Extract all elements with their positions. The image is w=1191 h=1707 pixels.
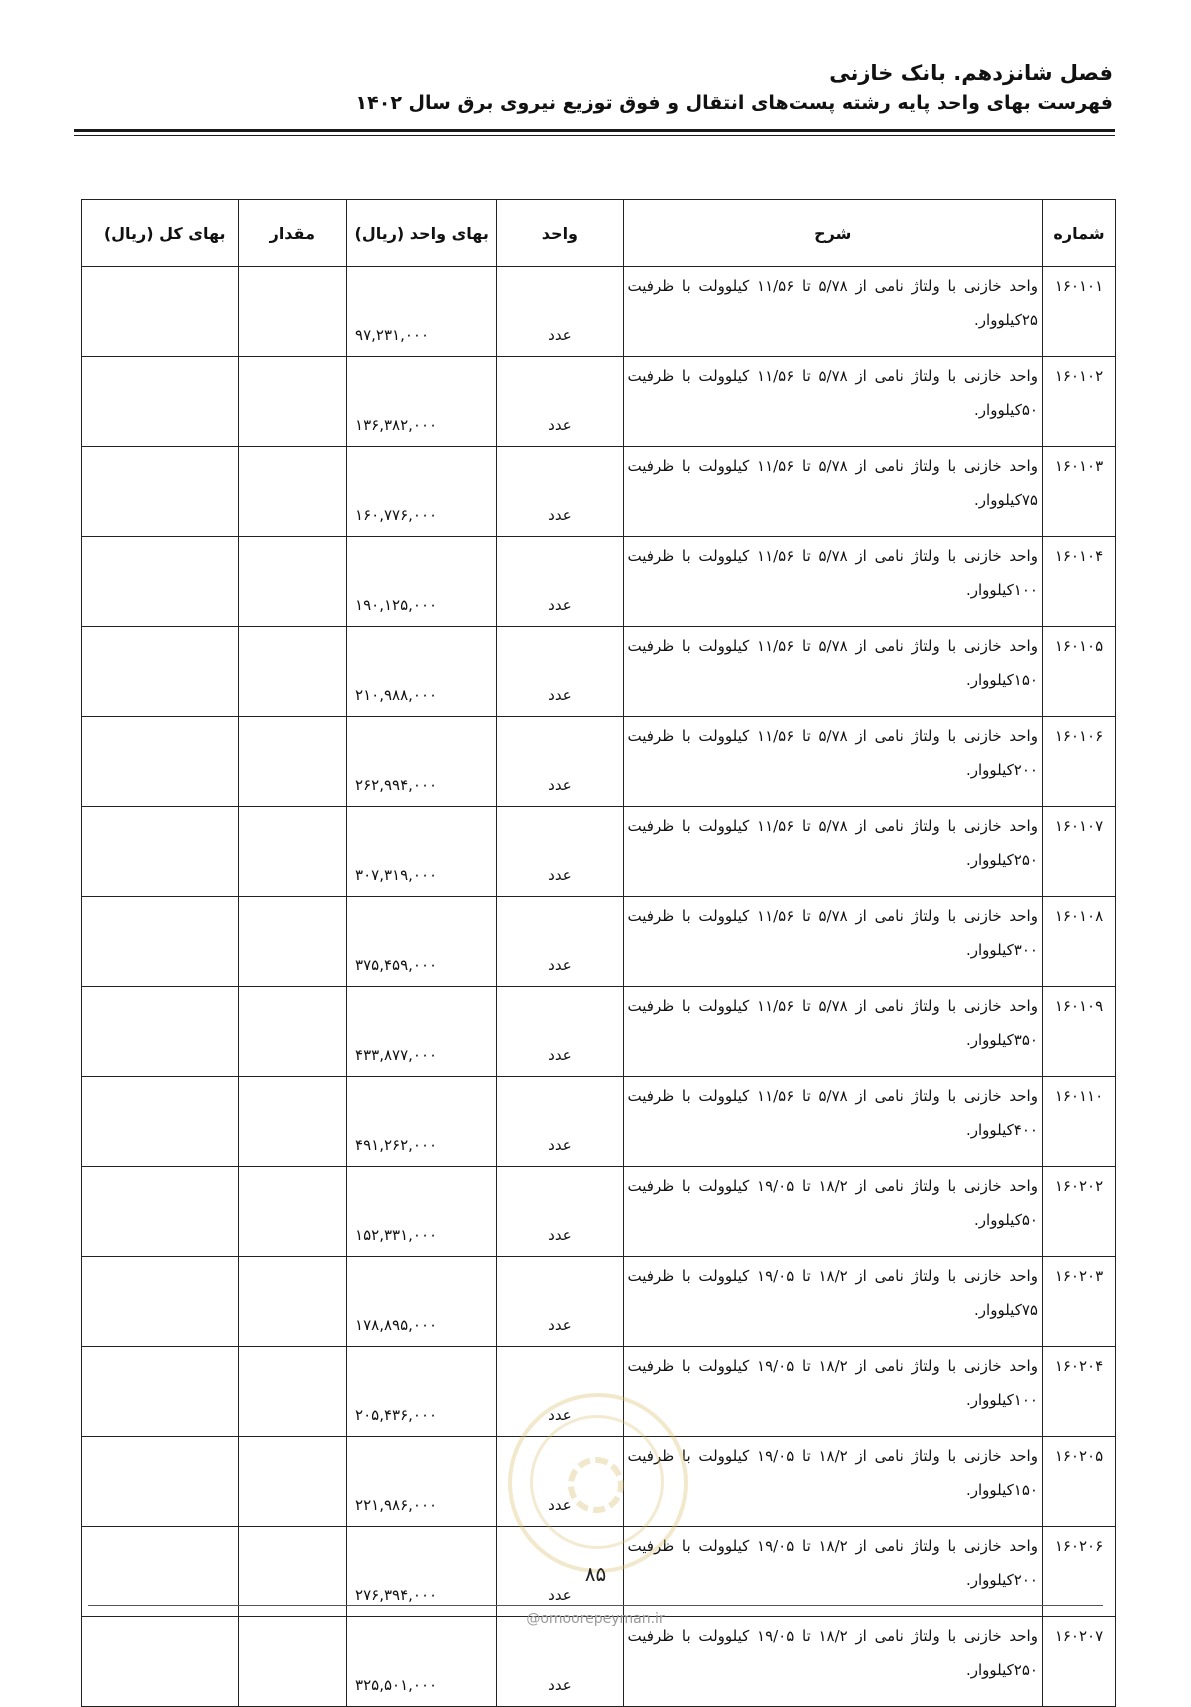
- row-unit-price: ۱۶۰,۷۷۶,۰۰۰: [347, 447, 497, 537]
- row-unit: عدد: [497, 717, 623, 807]
- row-number: ۱۶۰۲۰۲: [1042, 1167, 1115, 1257]
- row-unit: عدد: [497, 807, 623, 897]
- row-unit: عدد: [497, 1077, 623, 1167]
- row-unit-price: ۲۷۶,۳۹۴,۰۰۰: [347, 1527, 497, 1617]
- row-total-price: [82, 1617, 239, 1707]
- row-quantity: [238, 537, 347, 627]
- row-quantity: [238, 987, 347, 1077]
- row-unit-price: ۳۲۵,۵۰۱,۰۰۰: [347, 1617, 497, 1707]
- row-number: ۱۶۰۲۰۷: [1042, 1617, 1115, 1707]
- document-subtitle: فهرست بهای واحد پایه رشته پست‌های انتقال و فوق توزیع نیروی برق سال ۱۴۰۲: [355, 92, 1113, 114]
- row-quantity: [238, 267, 347, 357]
- row-unit: عدد: [497, 1617, 623, 1707]
- row-description: واحد خازنی با ولتاژ نامی از ۵/۷۸ تا ۱۱/۵۶ کیلوولت با ظرفیت ۲۰۰کیلووار.: [623, 717, 1042, 807]
- page-header: [78, 58, 1113, 118]
- row-quantity: [238, 897, 347, 987]
- row-quantity: [238, 627, 347, 717]
- row-description: واحد خازنی با ولتاژ نامی از ۵/۷۸ تا ۱۱/۵۶ کیلوولت با ظرفیت ۵۰کیلووار.: [623, 357, 1042, 447]
- row-unit-price: ۹۷,۲۳۱,۰۰۰: [347, 267, 497, 357]
- row-description: واحد خازنی با ولتاژ نامی از ۵/۷۸ تا ۱۱/۵۶ کیلوولت با ظرفیت ۳۰۰کیلووار.: [623, 897, 1042, 987]
- row-unit-price: ۲۱۰,۹۸۸,۰۰۰: [347, 627, 497, 717]
- row-total-price: [82, 357, 239, 447]
- row-quantity: [238, 1257, 347, 1347]
- chapter-title: فصل شانزدهم. بانک خازنی: [829, 61, 1113, 85]
- row-number: ۱۶۰۲۰۴: [1042, 1347, 1115, 1437]
- row-unit: عدد: [497, 627, 623, 717]
- row-unit: عدد: [497, 1347, 623, 1437]
- row-quantity: [238, 1077, 347, 1167]
- row-description: واحد خازنی با ولتاژ نامی از ۱۸/۲ تا ۱۹/۰۵ کیلوولت با ظرفیت ۲۰۰کیلووار.: [623, 1527, 1042, 1617]
- table-row: [82, 717, 1116, 807]
- row-quantity: [238, 357, 347, 447]
- column-header-quantity: مقدار: [238, 200, 347, 267]
- row-number: ۱۶۰۱۰۶: [1042, 717, 1115, 807]
- row-number: ۱۶۰۲۰۳: [1042, 1257, 1115, 1347]
- row-unit: عدد: [497, 897, 623, 987]
- row-number: ۱۶۰۲۰۶: [1042, 1527, 1115, 1617]
- row-description: واحد خازنی با ولتاژ نامی از ۵/۷۸ تا ۱۱/۵۶ کیلوولت با ظرفیت ۷۵کیلووار.: [623, 447, 1042, 537]
- row-number: ۱۶۰۱۰۸: [1042, 897, 1115, 987]
- row-quantity: [238, 807, 347, 897]
- table-row: [82, 447, 1116, 537]
- footer-divider: [88, 1605, 1103, 1606]
- row-total-price: [82, 1347, 239, 1437]
- table-row: [82, 1617, 1116, 1707]
- row-total-price: [82, 447, 239, 537]
- row-unit-price: ۱۹۰,۱۲۵,۰۰۰: [347, 537, 497, 627]
- row-number: ۱۶۰۱۰۲: [1042, 357, 1115, 447]
- row-number: ۱۶۰۱۰۵: [1042, 627, 1115, 717]
- table-row: [82, 537, 1116, 627]
- row-total-price: [82, 267, 239, 357]
- row-description: واحد خازنی با ولتاژ نامی از ۵/۷۸ تا ۱۱/۵۶ کیلوولت با ظرفیت ۱۵۰کیلووار.: [623, 627, 1042, 717]
- row-description: واحد خازنی با ولتاژ نامی از ۱۸/۲ تا ۱۹/۰۵ کیلوولت با ظرفیت ۵۰کیلووار.: [623, 1167, 1042, 1257]
- row-unit: عدد: [497, 1167, 623, 1257]
- row-description: واحد خازنی با ولتاژ نامی از ۵/۷۸ تا ۱۱/۵۶ کیلوولت با ظرفیت ۴۰۰کیلووار.: [623, 1077, 1042, 1167]
- row-unit-price: ۱۳۶,۳۸۲,۰۰۰: [347, 357, 497, 447]
- table-row: [82, 627, 1116, 717]
- header-divider-thick: [74, 129, 1115, 132]
- column-header-description: شرح: [623, 200, 1042, 267]
- row-unit-price: ۱۵۲,۳۳۱,۰۰۰: [347, 1167, 497, 1257]
- row-unit-price: ۴۳۳,۸۷۷,۰۰۰: [347, 987, 497, 1077]
- row-unit: عدد: [497, 1527, 623, 1617]
- row-number: ۱۶۰۱۰۷: [1042, 807, 1115, 897]
- row-quantity: [238, 1347, 347, 1437]
- row-number: ۱۶۰۱۰۹: [1042, 987, 1115, 1077]
- row-quantity: [238, 1167, 347, 1257]
- footer-watermark-site: @omoorepeyman.ir: [526, 1611, 665, 1627]
- gear-icon: [568, 1457, 624, 1513]
- row-number: ۱۶۰۲۰۵: [1042, 1437, 1115, 1527]
- row-description: واحد خازنی با ولتاژ نامی از ۱۸/۲ تا ۱۹/۰۵ کیلوولت با ظرفیت ۷۵کیلووار.: [623, 1257, 1042, 1347]
- row-total-price: [82, 717, 239, 807]
- row-description: واحد خازنی با ولتاژ نامی از ۱۸/۲ تا ۱۹/۰۵ کیلوولت با ظرفیت ۲۵۰کیلووار.: [623, 1617, 1042, 1707]
- row-quantity: [238, 1617, 347, 1707]
- row-number: ۱۶۰۱۰۳: [1042, 447, 1115, 537]
- table-row: [82, 357, 1116, 447]
- row-total-price: [82, 627, 239, 717]
- row-total-price: [82, 1077, 239, 1167]
- row-unit: عدد: [497, 357, 623, 447]
- row-description: واحد خازنی با ولتاژ نامی از ۵/۷۸ تا ۱۱/۵۶ کیلوولت با ظرفیت ۲۵کیلووار.: [623, 267, 1042, 357]
- table-row: [82, 1167, 1116, 1257]
- column-header-number: شماره: [1042, 200, 1115, 267]
- row-description: واحد خازنی با ولتاژ نامی از ۱۸/۲ تا ۱۹/۰۵ کیلوولت با ظرفیت ۱۰۰کیلووار.: [623, 1347, 1042, 1437]
- row-total-price: [82, 807, 239, 897]
- table-row: [82, 1257, 1116, 1347]
- row-unit-price: ۳۷۵,۴۵۹,۰۰۰: [347, 897, 497, 987]
- row-unit-price: ۱۷۸,۸۹۵,۰۰۰: [347, 1257, 497, 1347]
- column-header-total-price: بهای کل (ریال): [82, 200, 239, 267]
- row-number: ۱۶۰۱۱۰: [1042, 1077, 1115, 1167]
- row-unit: عدد: [497, 1257, 623, 1347]
- table-row: [82, 807, 1116, 897]
- row-total-price: [82, 987, 239, 1077]
- seal-icon: [508, 1393, 688, 1573]
- column-header-unit: واحد: [497, 200, 623, 267]
- table-row: [82, 897, 1116, 987]
- table-row: [82, 267, 1116, 357]
- row-total-price: [82, 1167, 239, 1257]
- row-unit: عدد: [497, 447, 623, 537]
- row-total-price: [82, 1257, 239, 1347]
- table-row: [82, 1077, 1116, 1167]
- row-unit-price: ۳۰۷,۳۱۹,۰۰۰: [347, 807, 497, 897]
- row-unit-price: ۲۶۲,۹۹۴,۰۰۰: [347, 717, 497, 807]
- column-header-unit-price: بهای واحد (ریال): [347, 200, 497, 267]
- row-total-price: [82, 537, 239, 627]
- row-unit-price: ۴۹۱,۲۶۲,۰۰۰: [347, 1077, 497, 1167]
- row-number: ۱۶۰۱۰۴: [1042, 537, 1115, 627]
- row-unit: عدد: [497, 537, 623, 627]
- page-number: ۸۵: [584, 1562, 607, 1586]
- row-unit-price: ۲۲۱,۹۸۶,۰۰۰: [347, 1437, 497, 1527]
- row-description: واحد خازنی با ولتاژ نامی از ۱۸/۲ تا ۱۹/۰۵ کیلوولت با ظرفیت ۱۵۰کیلووار.: [623, 1437, 1042, 1527]
- row-quantity: [238, 1437, 347, 1527]
- row-total-price: [82, 1437, 239, 1527]
- row-unit-price: ۲۰۵,۴۳۶,۰۰۰: [347, 1347, 497, 1437]
- row-unit: عدد: [497, 1437, 623, 1527]
- row-number: ۱۶۰۱۰۱: [1042, 267, 1115, 357]
- row-description: واحد خازنی با ولتاژ نامی از ۵/۷۸ تا ۱۱/۵۶ کیلوولت با ظرفیت ۱۰۰کیلووار.: [623, 537, 1042, 627]
- row-quantity: [238, 447, 347, 537]
- row-description: واحد خازنی با ولتاژ نامی از ۵/۷۸ تا ۱۱/۵۶ کیلوولت با ظرفیت ۳۵۰کیلووار.: [623, 987, 1042, 1077]
- table-header-row: [82, 200, 1116, 267]
- row-unit: عدد: [497, 267, 623, 357]
- table-row: [82, 987, 1116, 1077]
- header-divider-thin: [74, 135, 1115, 136]
- row-unit: عدد: [497, 987, 623, 1077]
- row-total-price: [82, 897, 239, 987]
- row-quantity: [238, 717, 347, 807]
- row-description: واحد خازنی با ولتاژ نامی از ۵/۷۸ تا ۱۱/۵۶ کیلوولت با ظرفیت ۲۵۰کیلووار.: [623, 807, 1042, 897]
